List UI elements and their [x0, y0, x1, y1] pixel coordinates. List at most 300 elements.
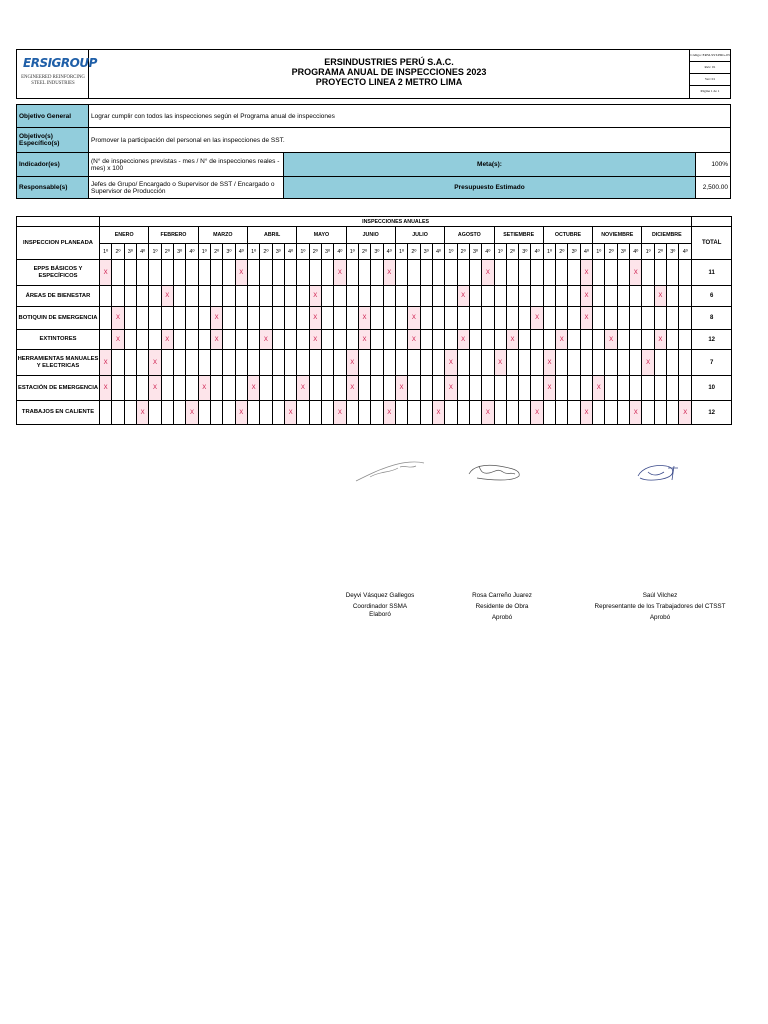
- month-header: DICIEMBRE: [642, 227, 692, 244]
- week-header: 1º: [445, 244, 457, 260]
- week-header: 1º: [149, 244, 161, 260]
- week-cell: [247, 286, 259, 307]
- week-cell: [445, 286, 457, 307]
- document-header: [16, 49, 731, 99]
- week-header: 2º: [309, 244, 321, 260]
- week-cell: [494, 307, 506, 330]
- week-cell: [247, 350, 259, 376]
- week-cell: [408, 401, 420, 425]
- week-cell: [593, 260, 605, 286]
- week-cell: [445, 307, 457, 330]
- week-cell: [469, 330, 481, 350]
- week-cell: [100, 330, 112, 350]
- week-header: 4º: [679, 244, 692, 260]
- week-cell: [260, 260, 272, 286]
- week-cell: [186, 286, 198, 307]
- week-cell: [371, 307, 383, 330]
- inspection-mark: X: [494, 350, 506, 376]
- week-cell: [210, 260, 222, 286]
- week-cell: [469, 376, 481, 401]
- week-cell: [568, 350, 580, 376]
- week-header: 4º: [432, 244, 444, 260]
- week-cell: [445, 330, 457, 350]
- week-header: 4º: [630, 244, 642, 260]
- week-header: 4º: [186, 244, 198, 260]
- week-header: 2º: [210, 244, 222, 260]
- week-cell: [198, 260, 210, 286]
- inspection-mark: X: [408, 307, 420, 330]
- program-name: PROGRAMA ANUAL DE INSPECCIONES 2023: [291, 67, 487, 77]
- week-header: 3º: [223, 244, 235, 260]
- meta-value: 100%: [696, 153, 731, 177]
- inspection-total: 12: [692, 330, 732, 350]
- inspection-mark: X: [334, 401, 346, 425]
- week-cell: [186, 307, 198, 330]
- week-cell: [531, 350, 543, 376]
- week-cell: [408, 350, 420, 376]
- week-cell: [124, 350, 136, 376]
- week-cell: [506, 401, 518, 425]
- week-cell: [149, 286, 161, 307]
- week-cell: [593, 401, 605, 425]
- week-cell: [432, 330, 444, 350]
- week-cell: [531, 260, 543, 286]
- document-page: Página 1 de 1: [700, 89, 720, 93]
- week-cell: [260, 286, 272, 307]
- inspection-mark: X: [630, 401, 642, 425]
- week-header: 2º: [161, 244, 173, 260]
- week-cell: [284, 307, 296, 330]
- responsible-text: Jefes de Grupo/ Encargado o Supervisor de SST / Encargado o Supervisor de Producción: [89, 177, 284, 199]
- inspection-label: TRABAJOS EN CALIENTE: [17, 401, 100, 425]
- week-cell: [124, 307, 136, 330]
- logo-tagline: [21, 75, 85, 87]
- week-cell: [124, 376, 136, 401]
- week-cell: [420, 330, 432, 350]
- week-cell: [568, 307, 580, 330]
- inspection-label: HERRAMIENTAS MANUALES Y ELECTRICAS: [17, 350, 100, 376]
- week-cell: [136, 376, 148, 401]
- inspection-mark: X: [358, 330, 370, 350]
- week-cell: [630, 350, 642, 376]
- week-cell: [149, 330, 161, 350]
- week-cell: [124, 330, 136, 350]
- week-cell: [482, 376, 494, 401]
- week-cell: [617, 350, 629, 376]
- week-cell: [161, 307, 173, 330]
- signature-deyvi: [350, 455, 430, 487]
- week-cell: [469, 286, 481, 307]
- week-cell: [543, 401, 555, 425]
- week-cell: [642, 401, 654, 425]
- month-header: ABRIL: [247, 227, 296, 244]
- indicator-text: (N° de inspecciones previstas - mes / N° de inspecciones reales - mes) x 100: [89, 153, 284, 177]
- week-cell: [469, 260, 481, 286]
- week-cell: [593, 286, 605, 307]
- general-objective-text: Lograr cumplir con todos las inspecciones según el Programa anual de inspecciones: [89, 105, 731, 128]
- week-cell: [112, 376, 124, 401]
- week-cell: [531, 376, 543, 401]
- month-header: AGOSTO: [445, 227, 494, 244]
- week-cell: [136, 260, 148, 286]
- inspection-mark: X: [100, 350, 112, 376]
- inspection-mark: X: [346, 376, 358, 401]
- inspection-label: EPPS BÁSICOS Y ESPECÍFICOS: [17, 260, 100, 286]
- week-cell: [358, 350, 370, 376]
- signatory-role: Representante de los Trabajadores del CTSST: [594, 603, 726, 610]
- week-cell: [395, 286, 407, 307]
- week-cell: [124, 260, 136, 286]
- inspection-mark: X: [482, 401, 494, 425]
- week-cell: [642, 330, 654, 350]
- week-cell: [395, 307, 407, 330]
- signatory-action: Aprobó: [649, 614, 671, 621]
- week-cell: [556, 307, 568, 330]
- week-cell: [654, 307, 666, 330]
- week-header: 3º: [568, 244, 580, 260]
- week-cell: [494, 330, 506, 350]
- inspection-mark: X: [445, 350, 457, 376]
- inspection-mark: X: [260, 330, 272, 350]
- months-row: [17, 227, 732, 244]
- week-cell: [395, 350, 407, 376]
- month-header: SETIEMBRE: [494, 227, 543, 244]
- inspection-mark: X: [543, 350, 555, 376]
- week-cell: [173, 260, 185, 286]
- week-cell: [667, 376, 679, 401]
- week-cell: [679, 260, 692, 286]
- logo-tagline-line-1: ENGINEERED REINFORCING: [21, 75, 85, 80]
- week-cell: [346, 260, 358, 286]
- general-objective-label: Objetivo General: [17, 105, 89, 128]
- week-cell: [272, 330, 284, 350]
- week-cell: [605, 401, 617, 425]
- week-cell: [321, 260, 333, 286]
- week-cell: [173, 330, 185, 350]
- inspection-total: 7: [692, 350, 732, 376]
- week-cell: [432, 286, 444, 307]
- week-cell: [161, 376, 173, 401]
- week-cell: [247, 401, 259, 425]
- week-cell: [223, 350, 235, 376]
- signatory-2: [452, 590, 552, 623]
- indicator-label: Indicador(es): [17, 153, 89, 177]
- week-cell: [371, 330, 383, 350]
- week-cell: [334, 376, 346, 401]
- week-cell: [272, 376, 284, 401]
- inspection-mark: X: [149, 376, 161, 401]
- week-cell: [112, 350, 124, 376]
- week-cell: [593, 330, 605, 350]
- week-cell: [284, 330, 296, 350]
- signatory-name: Rosa Carreño Juarez: [472, 592, 532, 599]
- inspection-mark: X: [334, 260, 346, 286]
- week-cell: [136, 330, 148, 350]
- inspection-total: 8: [692, 307, 732, 330]
- week-cell: [112, 260, 124, 286]
- week-cell: [432, 307, 444, 330]
- week-cell: [494, 401, 506, 425]
- week-cell: [494, 376, 506, 401]
- week-cell: [358, 260, 370, 286]
- inspection-mark: X: [593, 376, 605, 401]
- week-cell: [506, 350, 518, 376]
- inspection-row: [17, 307, 732, 330]
- week-cell: [654, 376, 666, 401]
- inspections-table: [16, 216, 732, 425]
- week-cell: [334, 286, 346, 307]
- week-cell: [519, 286, 531, 307]
- week-cell: [605, 376, 617, 401]
- week-cell: [679, 350, 692, 376]
- week-cell: [605, 350, 617, 376]
- week-header: 3º: [617, 244, 629, 260]
- week-cell: [556, 286, 568, 307]
- inspection-row: [17, 330, 732, 350]
- week-cell: [630, 286, 642, 307]
- week-header: 4º: [136, 244, 148, 260]
- company-logo: [17, 50, 97, 98]
- inspection-mark: X: [210, 330, 222, 350]
- week-header: 1º: [346, 244, 358, 260]
- week-header: 4º: [580, 244, 592, 260]
- week-cell: [593, 307, 605, 330]
- week-cell: [445, 401, 457, 425]
- signatory-role: Coordinador SSMA: [352, 603, 408, 610]
- responsible-label: Responsable(s): [17, 177, 89, 199]
- document-code: Código: ERSI-SST-PRG-03: [690, 50, 730, 62]
- week-cell: [667, 260, 679, 286]
- company-name: ERSINDUSTRIES PERÚ S.A.C.: [324, 57, 454, 67]
- week-cell: [531, 286, 543, 307]
- week-cell: [100, 401, 112, 425]
- week-cell: [543, 260, 555, 286]
- inspection-mark: X: [395, 376, 407, 401]
- week-cell: [260, 401, 272, 425]
- week-cell: [556, 401, 568, 425]
- week-cell: [124, 286, 136, 307]
- week-cell: [309, 350, 321, 376]
- week-cell: [272, 401, 284, 425]
- week-cell: [173, 376, 185, 401]
- week-cell: [173, 350, 185, 376]
- inspection-mark: X: [309, 307, 321, 330]
- document-title: [89, 50, 689, 98]
- signatory-1: [330, 590, 430, 620]
- week-cell: [519, 401, 531, 425]
- week-cell: [309, 401, 321, 425]
- document-revision: Rev: 01: [690, 62, 730, 74]
- week-cell: [408, 376, 420, 401]
- inspection-mark: X: [100, 260, 112, 286]
- week-cell: [679, 376, 692, 401]
- week-header: 4º: [284, 244, 296, 260]
- inspection-label: ÁREAS DE BIENESTAR: [17, 286, 100, 307]
- week-cell: [482, 286, 494, 307]
- week-cell: [617, 307, 629, 330]
- week-cell: [568, 376, 580, 401]
- week-cell: [519, 307, 531, 330]
- week-header: 3º: [469, 244, 481, 260]
- objectives-table: [16, 104, 731, 199]
- week-cell: [186, 260, 198, 286]
- week-header: 3º: [667, 244, 679, 260]
- week-cell: [198, 350, 210, 376]
- week-cell: [630, 307, 642, 330]
- week-cell: [519, 330, 531, 350]
- week-cell: [334, 330, 346, 350]
- week-cell: [297, 307, 309, 330]
- week-cell: [136, 307, 148, 330]
- week-cell: [235, 350, 247, 376]
- week-cell: [124, 401, 136, 425]
- week-cell: [161, 401, 173, 425]
- week-cell: [543, 330, 555, 350]
- week-cell: [297, 286, 309, 307]
- month-header: MAYO: [297, 227, 346, 244]
- table-title-spacer: [692, 217, 732, 227]
- week-cell: [297, 330, 309, 350]
- week-cell: [136, 286, 148, 307]
- week-header: 1º: [494, 244, 506, 260]
- week-cell: [383, 307, 395, 330]
- inspection-label: BOTIQUIN DE EMERGENCIA: [17, 307, 100, 330]
- inspection-total: 6: [692, 286, 732, 307]
- week-cell: [617, 286, 629, 307]
- general-objective-row: [17, 105, 731, 128]
- week-cell: [654, 401, 666, 425]
- week-cell: [506, 286, 518, 307]
- week-cell: [519, 260, 531, 286]
- inspection-mark: X: [531, 307, 543, 330]
- week-header: 1º: [593, 244, 605, 260]
- week-cell: [149, 401, 161, 425]
- week-cell: [210, 286, 222, 307]
- week-cell: [223, 401, 235, 425]
- week-cell: [506, 260, 518, 286]
- signatory-name: Deyvi Vásquez Gallegos: [345, 592, 415, 599]
- week-cell: [186, 376, 198, 401]
- week-cell: [173, 401, 185, 425]
- project-name: PROYECTO LINEA 2 METRO LIMA: [315, 77, 463, 87]
- inspection-mark: X: [136, 401, 148, 425]
- week-header: 1º: [642, 244, 654, 260]
- week-cell: [223, 307, 235, 330]
- budget-value: 2,500.00: [696, 177, 731, 199]
- week-cell: [519, 350, 531, 376]
- week-cell: [593, 350, 605, 376]
- week-cell: [100, 307, 112, 330]
- week-cell: [679, 286, 692, 307]
- week-cell: [667, 350, 679, 376]
- responsible-row: [17, 177, 731, 199]
- inspection-mark: X: [457, 330, 469, 350]
- week-cell: [482, 350, 494, 376]
- logo-tagline-line-2: STEEL INDUSTRIES: [31, 81, 75, 86]
- inspection-mark: X: [284, 401, 296, 425]
- week-cell: [432, 260, 444, 286]
- week-cell: [395, 401, 407, 425]
- week-header: 2º: [506, 244, 518, 260]
- week-header: 2º: [408, 244, 420, 260]
- week-cell: [457, 307, 469, 330]
- week-cell: [457, 350, 469, 376]
- table-title: INSPECCIONES ANUALES: [100, 217, 692, 227]
- inspection-total: 10: [692, 376, 732, 401]
- week-cell: [371, 401, 383, 425]
- week-header: 3º: [371, 244, 383, 260]
- week-cell: [210, 401, 222, 425]
- week-cell: [297, 260, 309, 286]
- week-cell: [334, 307, 346, 330]
- week-cell: [358, 376, 370, 401]
- signatory-role: Residente de Obra: [475, 603, 529, 610]
- week-cell: [580, 350, 592, 376]
- week-cell: [568, 260, 580, 286]
- inspection-mark: X: [630, 260, 642, 286]
- inspection-row: [17, 401, 732, 425]
- week-cell: [223, 330, 235, 350]
- week-cell: [173, 286, 185, 307]
- inspection-mark: X: [654, 330, 666, 350]
- signature-saul: [632, 460, 682, 486]
- month-header: JUNIO: [346, 227, 395, 244]
- week-cell: [235, 330, 247, 350]
- week-cell: [210, 376, 222, 401]
- inspection-mark: X: [186, 401, 198, 425]
- week-cell: [297, 401, 309, 425]
- week-header: 4º: [235, 244, 247, 260]
- week-cell: [457, 260, 469, 286]
- row-header: INSPECCION PLANEADA: [17, 227, 100, 260]
- week-cell: [420, 350, 432, 376]
- week-cell: [654, 350, 666, 376]
- inspection-mark: X: [309, 330, 321, 350]
- week-cell: [445, 260, 457, 286]
- inspection-mark: X: [247, 376, 259, 401]
- inspection-mark: X: [679, 401, 692, 425]
- week-cell: [506, 307, 518, 330]
- week-header: 2º: [605, 244, 617, 260]
- week-header: 1º: [395, 244, 407, 260]
- inspection-row: [17, 260, 732, 286]
- week-cell: [642, 286, 654, 307]
- week-cell: [667, 401, 679, 425]
- inspection-mark: X: [432, 401, 444, 425]
- week-header: 2º: [457, 244, 469, 260]
- week-cell: [482, 330, 494, 350]
- week-header: 3º: [272, 244, 284, 260]
- week-cell: [161, 260, 173, 286]
- inspection-mark: X: [235, 260, 247, 286]
- week-header: 2º: [260, 244, 272, 260]
- week-cell: [284, 350, 296, 376]
- week-cell: [642, 376, 654, 401]
- specific-objective-row: [17, 128, 731, 153]
- inspection-mark: X: [506, 330, 518, 350]
- inspection-mark: X: [383, 401, 395, 425]
- logo-wordmark: ERSIGROUP: [23, 56, 97, 70]
- week-header: 3º: [321, 244, 333, 260]
- week-cell: [519, 376, 531, 401]
- week-cell: [543, 307, 555, 330]
- inspection-total: 12: [692, 401, 732, 425]
- total-header: TOTAL: [692, 227, 732, 260]
- week-cell: [272, 350, 284, 376]
- inspection-mark: X: [605, 330, 617, 350]
- week-cell: [642, 307, 654, 330]
- month-header: FEBRERO: [149, 227, 198, 244]
